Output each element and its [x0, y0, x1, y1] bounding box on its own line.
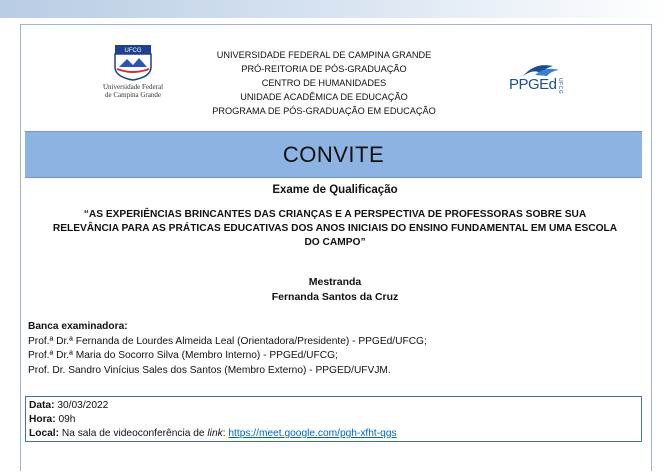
invitation-banner	[25, 131, 642, 178]
time-label: Hora:	[29, 414, 56, 425]
place-label: Local:	[29, 428, 60, 439]
ufcg-badge-text: UFCG	[124, 48, 142, 54]
place-separator: :	[222, 428, 229, 439]
ufcg-shield-icon	[113, 43, 153, 81]
header-line-program: PROGRAMA DE PÓS-GRADUAÇÃO EM EDUCAÇÃO	[212, 106, 436, 116]
place-prefix: Na sala de videoconferência de	[61, 428, 208, 439]
board-member-1: Prof.ª Dr.ª Fernanda de Lourdes Almeida Leal (Orientadora/Presidente) - PPGEd/UFCG;	[28, 335, 427, 347]
place-row	[29, 427, 641, 441]
place-link-word: link	[207, 428, 223, 439]
ppged-logo	[505, 60, 575, 100]
ufcg-logo	[101, 43, 165, 99]
student-name: Fernanda Santos da Cruz	[271, 291, 399, 303]
time-value: 09h	[58, 414, 76, 425]
meet-link[interactable]: https://meet.google.com/pgh-xfht-qgs	[228, 428, 397, 439]
ppged-logo-text: PPGEd	[509, 76, 557, 93]
ufcg-caption-line1: Universidade Federal	[102, 83, 164, 91]
ufcg-caption-line2: de Campina Grande	[105, 91, 161, 99]
exam-type: Exame de Qualificação	[272, 184, 398, 196]
board-heading: Banca examinadora:	[28, 321, 128, 332]
date-label: Data:	[29, 400, 55, 411]
header-line-pro-rectorate: PRÓ-REITORIA DE PÓS-GRADUAÇÃO	[241, 64, 407, 74]
board-member-3: Prof. Dr. Sandro Vinícius Sales dos Santos (Membro Externo) - PPGED/UFVJM.	[28, 364, 391, 376]
date-row	[29, 399, 641, 413]
header-line-university: UNIVERSIDADE FEDERAL DE CAMPINA GRANDE	[216, 50, 432, 60]
header-line-center: CENTRO DE HUMANIDADES	[261, 78, 387, 88]
header-line-unit: UNIDADE ACADÊMICA DE EDUCAÇÃO	[240, 92, 408, 102]
event-details-box	[25, 396, 642, 442]
exam-title: “AS EXPERIÊNCIAS BRINCANTES DAS CRIANÇAS E A PERSPECTIVA DE PROFESSORAS SOBRE SUA RELEVÂNCIA PARA AS PRÁTICAS EDUCATIVAS DOS ANOS INICIAIS DO ENSINO FUNDAMENTAL EM UMA ESCOLA DO CAMPO”	[52, 209, 618, 248]
date-value: 30/03/2022	[57, 400, 109, 411]
time-row	[29, 413, 641, 427]
examining-board	[28, 320, 628, 378]
banner-title: CONVITE	[282, 142, 385, 167]
ppged-side-text: UFCG	[557, 78, 563, 95]
board-member-2: Prof.ª Dr.ª Maria do Socorro Silva (Membro Interno) - PPGEd/UFCG;	[28, 350, 338, 361]
institution-header	[190, 48, 458, 118]
student-role: Mestranda	[308, 276, 362, 288]
top-gradient-bar	[0, 0, 670, 18]
